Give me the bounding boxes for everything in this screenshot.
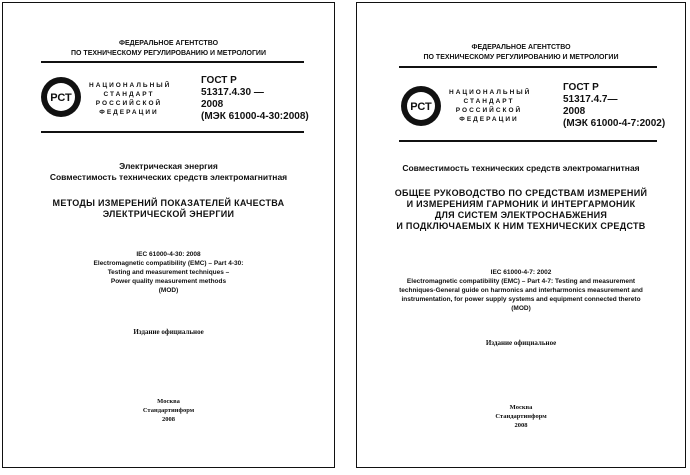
imprint-publisher: Стандартинформ <box>142 407 195 414</box>
iec-reference <box>357 268 685 313</box>
iec-line: IEC 61000-4-7: 2002 <box>490 269 552 276</box>
title-line: ЭЛЕКТРИЧЕСКОЙ ЭНЕРГИИ <box>102 209 235 219</box>
title-line: ДЛЯ СИСТЕМ ЭЛЕКТРОСНАБЖЕНИЯ <box>434 210 608 220</box>
gost-code-line: 2008 <box>563 106 586 117</box>
gost-code-line: ГОСТ Р <box>201 75 237 86</box>
publisher-imprint <box>3 397 334 424</box>
gost-code <box>563 82 665 130</box>
agency-name <box>3 39 334 59</box>
top-rule <box>41 61 304 63</box>
standard-word: РОССИЙСКОЙ <box>95 100 163 107</box>
gost-code-line: 51317.4.30 — <box>201 87 264 98</box>
imprint-year: 2008 <box>514 422 528 429</box>
gost-code-line: 51317.4.7— <box>563 94 618 105</box>
title-line: ОБЩЕЕ РУКОВОДСТВО ПО СРЕДСТВАМ ИЗМЕРЕНИЙ <box>394 188 648 198</box>
gost-code <box>201 75 309 123</box>
imprint-year: 2008 <box>162 416 175 423</box>
gost-code-line: 2008 <box>201 99 224 110</box>
iec-line: (MOD) <box>158 287 179 294</box>
agency-line: ПО ТЕХНИЧЕСКОМУ РЕГУЛИРОВАНИЮ И МЕТРОЛОГИИ <box>423 54 619 61</box>
iec-line: (MOD) <box>511 305 531 312</box>
agency-line: ФЕДЕРАЛЬНОЕ АГЕНТСТВО <box>471 44 571 51</box>
agency-line: ПО ТЕХНИЧЕСКОМУ РЕГУЛИРОВАНИЮ И МЕТРОЛОГИИ <box>71 50 266 57</box>
document-cover-right <box>356 2 686 468</box>
logo-text: РСТ <box>410 101 432 113</box>
document-subject <box>3 161 334 183</box>
standard-word: НАЦИОНАЛЬНЫЙ <box>449 89 532 96</box>
gost-code-line: (МЭК 61000-4-7:2002) <box>563 118 666 129</box>
official-edition-label: Издание официальное <box>133 328 204 336</box>
publisher-imprint <box>357 403 685 430</box>
iec-line: Testing and measurement techniques – <box>107 269 230 276</box>
subject-line: Совместимость технических средств электромагнитная <box>49 172 288 182</box>
official-edition-label: Издание официальное <box>485 339 557 347</box>
imprint-city: Москва <box>509 404 533 411</box>
iec-line: IEC 61000-4-30: 2008 <box>136 251 201 258</box>
gost-code-line: ГОСТ Р <box>563 82 599 93</box>
standard-word: ФЕДЕРАЦИИ <box>99 109 159 116</box>
iec-line: Electromagnetic compatibility (EMC) – Part 4-7: Testing and measurement <box>406 278 636 285</box>
middle-rule <box>41 131 304 133</box>
document-title <box>357 188 685 232</box>
agency-name <box>357 43 685 63</box>
imprint-publisher: Стандартинформ <box>495 413 547 420</box>
subject-line: Электрическая энергия <box>119 161 218 171</box>
gost-code-line: (МЭК 61000-4-30:2008) <box>201 111 309 122</box>
national-standard-label <box>89 81 172 117</box>
rst-logo-icon <box>399 84 443 128</box>
title-line: МЕТОДЫ ИЗМЕРЕНИЙ ПОКАЗАТЕЛЕЙ КАЧЕСТВА <box>52 198 285 208</box>
rst-logo-icon <box>39 75 83 119</box>
logo-text: РСТ <box>50 92 72 104</box>
standard-word: РОССИЙСКОЙ <box>455 107 523 114</box>
document-cover-left <box>2 2 335 468</box>
standard-word: ФЕДЕРАЦИИ <box>459 116 519 123</box>
document-title <box>3 198 334 220</box>
imprint-city: Москва <box>157 398 180 405</box>
national-standard-label <box>449 88 532 124</box>
middle-rule <box>399 140 657 142</box>
iec-line: Electromagnetic compatibility (EMC) – Part 4-30: <box>93 260 244 267</box>
iec-reference <box>3 250 334 295</box>
subject-line: Совместимость технических средств электромагнитная <box>402 163 640 173</box>
document-subject <box>357 163 685 174</box>
top-rule <box>399 66 657 68</box>
title-line: И ПОДКЛЮЧАЕМЫХ К НИМ ТЕХНИЧЕСКИХ СРЕДСТВ <box>396 221 646 231</box>
standard-word: СТАНДАРТ <box>463 98 515 105</box>
title-line: И ИЗМЕРЕНИЯМ ГАРМОНИК И ИНТЕРГАРМОНИК <box>406 199 636 209</box>
iec-line: techniques-General guide on harmonics and interharmonics measurement and <box>399 287 643 294</box>
iec-line: Power quality measurement methods <box>110 278 227 285</box>
agency-line: ФЕДЕРАЛЬНОЕ АГЕНТСТВО <box>118 40 219 47</box>
standard-word: НАЦИОНАЛЬНЫЙ <box>89 82 172 89</box>
iec-line: instrumentation, for power supply systems and equipment connected thereto <box>401 296 641 303</box>
standard-word: СТАНДАРТ <box>103 91 155 98</box>
